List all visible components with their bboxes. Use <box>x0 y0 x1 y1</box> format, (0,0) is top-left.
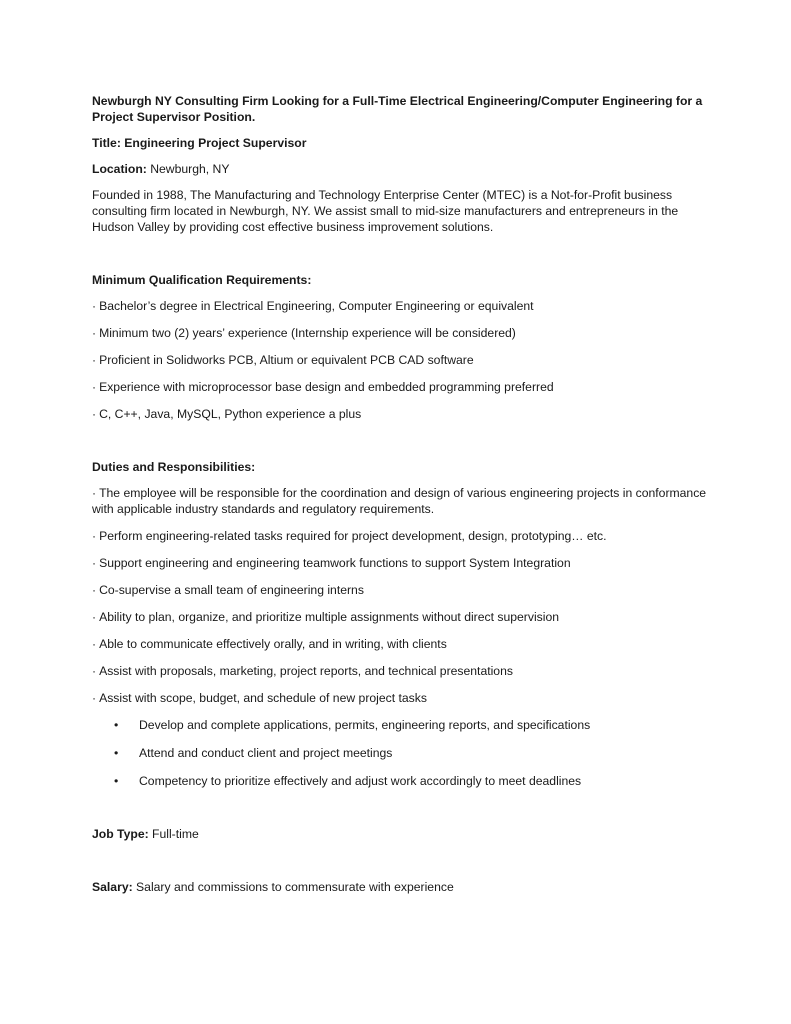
location-value: Newburgh, NY <box>146 162 230 176</box>
qualification-text: C, C++, Java, MySQL, Python experience a plus <box>99 407 362 421</box>
duty-text: Perform engineering-related tasks required for project development, design, prototyping… etc. <box>99 529 607 543</box>
duty-item <box>92 528 712 544</box>
duty-sub-text: Competency to prioritize effectively and adjust work accordingly to meet deadlines <box>139 774 582 788</box>
duty-item <box>92 485 712 517</box>
job-title: Title: Engineering Project Supervisor <box>92 136 307 150</box>
duty-text: Support engineering and engineering teamwork functions to support System Integration <box>99 556 571 570</box>
bullet-dot: · <box>92 556 97 570</box>
bullet-dot: · <box>92 637 97 651</box>
bullet-dot: · <box>92 353 97 367</box>
location-label: Location: <box>92 162 147 176</box>
duty-item <box>92 636 712 652</box>
duty-sub-item <box>92 717 712 733</box>
bullet-dot: · <box>92 486 97 500</box>
qualification-text: Experience with microprocessor base design and embedded programming preferred <box>99 380 554 394</box>
bullet-icon: • <box>114 718 119 732</box>
duty-text: Co-supervise a small team of engineering interns <box>99 583 364 597</box>
qualification-item <box>92 379 712 395</box>
qualification-text: Proficient in Solidworks PCB, Altium or equivalent PCB CAD software <box>99 353 474 367</box>
qualification-item <box>92 406 712 422</box>
document-heading: Newburgh NY Consulting Firm Looking for a Full-Time Electrical Engineering/Computer Engineering for a Project Supervisor Position. <box>92 94 703 124</box>
bullet-dot: · <box>92 583 97 597</box>
duty-item <box>92 582 712 598</box>
duty-text: Able to communicate effectively orally, and in writing, with clients <box>99 637 447 651</box>
bullet-dot: · <box>92 380 97 394</box>
bullet-dot: · <box>92 326 97 340</box>
salary-value: Salary and commissions to commensurate with experience <box>132 880 454 894</box>
qualification-text: Minimum two (2) years’ experience (Internship experience will be considered) <box>99 326 516 340</box>
duty-text: Assist with scope, budget, and schedule of new project tasks <box>99 691 427 705</box>
duty-item <box>92 663 712 679</box>
duty-item <box>92 690 712 706</box>
bullet-dot: · <box>92 299 97 313</box>
duty-sub-item <box>92 745 712 761</box>
duty-text: Assist with proposals, marketing, project reports, and technical presentations <box>99 664 513 678</box>
duty-sub-text: Attend and conduct client and project meetings <box>139 746 393 760</box>
qualification-item <box>92 352 712 368</box>
bullet-dot: · <box>92 664 97 678</box>
bullet-dot: · <box>92 691 97 705</box>
duty-text: The employee will be responsible for the coordination and design of various engineering projects in conformance with applicable industry standards and regulatory requirements. <box>92 486 707 516</box>
job-type-label: Job Type: <box>92 827 149 841</box>
job-type-field <box>92 826 712 842</box>
duties-title: Duties and Responsibilities: <box>92 460 256 474</box>
bullet-dot: · <box>92 529 97 543</box>
duty-sub-list <box>92 717 712 789</box>
salary-field <box>92 879 712 895</box>
bullet-icon: • <box>114 774 119 788</box>
bullet-icon: • <box>114 746 119 760</box>
salary-label: Salary: <box>92 880 133 894</box>
duty-sub-text: Develop and complete applications, permits, engineering reports, and specifications <box>139 718 591 732</box>
duty-item <box>92 609 712 625</box>
duty-sub-item <box>92 773 712 789</box>
qualification-text: Bachelor’s degree in Electrical Engineering, Computer Engineering or equivalent <box>99 299 534 313</box>
duty-text: Ability to plan, organize, and prioritize multiple assignments without direct supervision <box>99 610 560 624</box>
job-posting-document <box>92 93 712 905</box>
qualification-item <box>92 298 712 314</box>
duty-item <box>92 555 712 571</box>
qualifications-title: Minimum Qualification Requirements: <box>92 273 312 287</box>
job-type-value: Full-time <box>148 827 199 841</box>
bullet-dot: · <box>92 610 97 624</box>
company-intro: Founded in 1988, The Manufacturing and Technology Enterprise Center (MTEC) is a Not-for-Profit business consulting firm located in Newburgh, NY. We assist small to mid-size manufacturers and entrepreneurs in the Hudson Valley by providing cost effective business improvement solutions. <box>92 188 679 234</box>
qualification-item <box>92 325 712 341</box>
location-field <box>92 161 712 177</box>
bullet-dot: · <box>92 407 97 421</box>
